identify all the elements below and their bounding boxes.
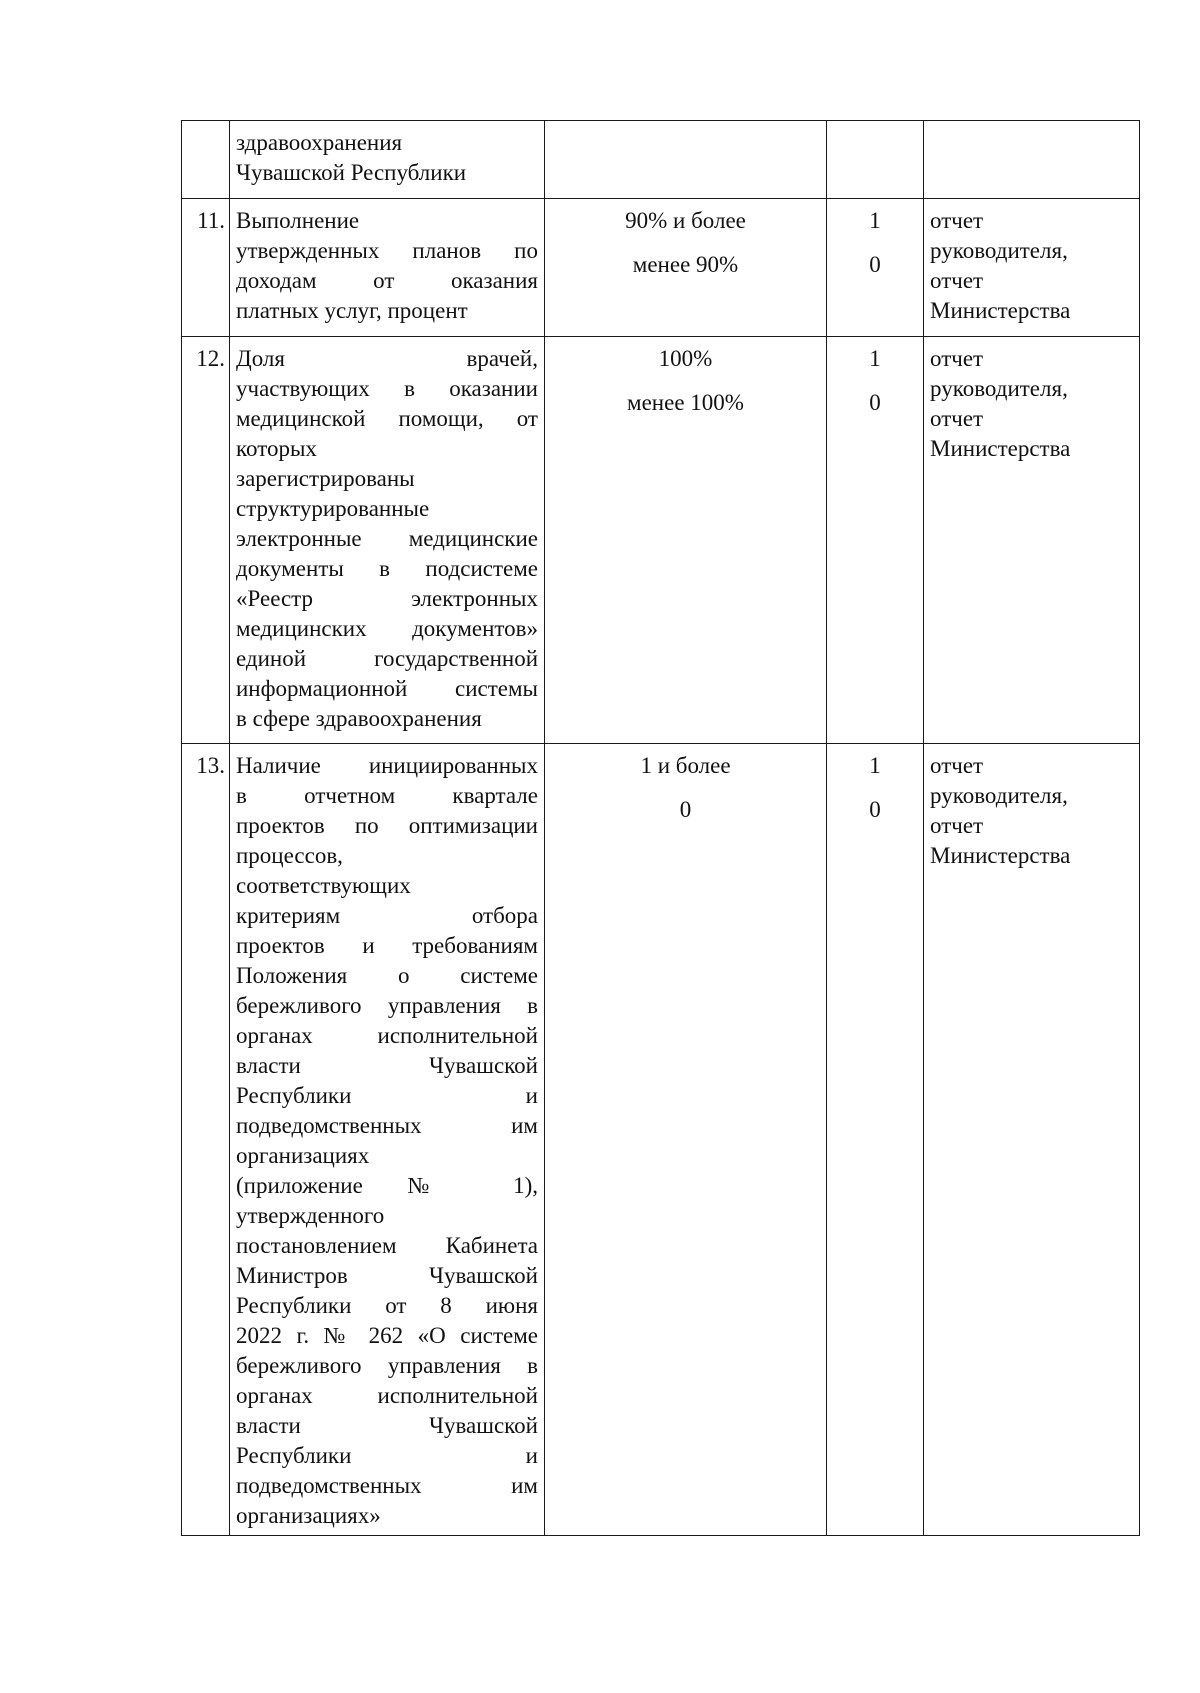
criterion-name-line: проектов по оптимизации [236,813,538,838]
criterion-name-line: критериям отбора [236,903,538,928]
criterion-name-line: структурированные [236,496,430,521]
value-threshold: менее 100% [627,390,744,415]
criterion-name-line: электронные медицинские [236,526,538,551]
criterion-name-line: здравоохранения [236,130,403,155]
source-line: Министерства [930,436,1071,461]
criterion-name-line: власти Чувашской [236,1053,538,1078]
criterion-name-line: Наличие инициированных [236,753,538,778]
criterion-score-cell [827,121,924,199]
criterion-name-line: постановлением Кабинета [236,1233,538,1258]
criterion-name-line: платных услуг, процент [236,298,468,323]
criterion-name-line: Выполнение [236,208,360,233]
criterion-value-cell [545,199,827,337]
table-row [182,199,1140,337]
criterion-name-line: доходам от оказания [236,268,538,293]
score-value: 0 [869,252,881,277]
table-row-continuation [182,121,1140,199]
criterion-name-line: процессов, [236,843,343,868]
criterion-name-line: организациях [236,1143,370,1168]
criterion-name-line: Министров Чувашской [236,1263,538,1288]
criterion-name-line: информационной системы [236,676,538,701]
source-line: отчет [930,753,984,778]
criterion-name-line: подведомственных им [236,1113,538,1138]
source-line: руководителя, [930,238,1068,263]
criterion-name-line: Доля врачей, [236,346,538,371]
score-value: 0 [869,390,881,415]
value-threshold: 1 и более [640,753,731,778]
source-line: руководителя, [930,376,1068,401]
criterion-value-cell [545,337,827,744]
criterion-name-line: утвержденных планов по [236,238,538,263]
criterion-name-line: «Реестр электронных [236,586,538,611]
source-line: руководителя, [930,783,1068,808]
criterion-value-cell [545,121,827,199]
criterion-name-line: которых [236,436,317,461]
source-line: отчет [930,208,984,233]
criterion-name-cell [230,121,545,199]
criterion-name-line: органах исполнительной [236,1383,538,1408]
criterion-source-cell [924,337,1140,744]
criterion-source-cell [924,744,1140,1536]
source-line: отчет [930,268,984,293]
value-threshold: менее 90% [632,252,739,277]
score-value: 1 [869,346,881,371]
criterion-name-line: (приложение № 1), [236,1173,538,1198]
row-number-cell: 12. [182,337,230,744]
criterion-name-line: Республики и [236,1443,538,1468]
value-threshold: 100% [658,346,713,371]
criterion-name-line: Чувашской Республики [236,160,467,185]
criterion-name-line: в сфере здравоохранения [236,706,482,731]
criterion-source-cell [924,199,1140,337]
criterion-score-cell [827,744,924,1536]
criterion-score-cell [827,199,924,337]
source-line: Министерства [930,843,1071,868]
criterion-name-line: участвующих в оказании [236,376,538,401]
row-number-cell [182,121,230,199]
value-threshold: 0 [679,797,692,822]
criterion-name-line: Республики от 8 июня [236,1293,538,1318]
score-value: 1 [869,753,881,778]
criterion-name-line: зарегистрированы [236,466,415,491]
criterion-name-line: 2022 г. № 262 «О системе [236,1323,538,1348]
table-row [182,744,1140,1536]
criteria-table [181,120,1140,1536]
criterion-name-line: подведомственных им [236,1473,538,1498]
criterion-name-line: организациях» [236,1503,381,1528]
criterion-source-cell [924,121,1140,199]
source-line: отчет [930,346,984,371]
criterion-name-line: органах исполнительной [236,1023,538,1048]
source-line: отчет [930,813,984,838]
criterion-name-cell [230,199,545,337]
criterion-score-cell [827,337,924,744]
value-threshold: 90% и более [625,208,746,233]
criterion-name-line: медицинской помощи, от [236,406,538,431]
source-line: отчет [930,406,984,431]
criterion-name-line: Положения о системе [236,963,538,988]
criterion-name-line: документы в подсистеме [236,556,538,581]
criterion-name-line: бережливого управления в [236,993,538,1018]
criterion-name-line: в отчетном квартале [236,783,538,808]
criterion-name-line: власти Чувашской [236,1413,538,1438]
criterion-name-cell [230,337,545,744]
row-number-cell: 11. [182,199,230,337]
criterion-name-line: медицинских документов» [236,616,538,641]
table-row [182,337,1140,744]
row-number-cell: 13. [182,744,230,1536]
criterion-name-cell [230,744,545,1536]
source-line: Министерства [930,298,1071,323]
criterion-name-line: бережливого управления в [236,1353,538,1378]
criterion-name-line: проектов и требованиям [236,933,538,958]
criterion-name-line: соответствующих [236,873,411,898]
score-value: 1 [869,208,881,233]
score-value: 0 [869,797,881,822]
criterion-value-cell [545,744,827,1536]
criterion-name-line: единой государственной [236,646,538,671]
criterion-name-line: утвержденного [236,1203,385,1228]
criterion-name-line: Республики и [236,1083,538,1108]
